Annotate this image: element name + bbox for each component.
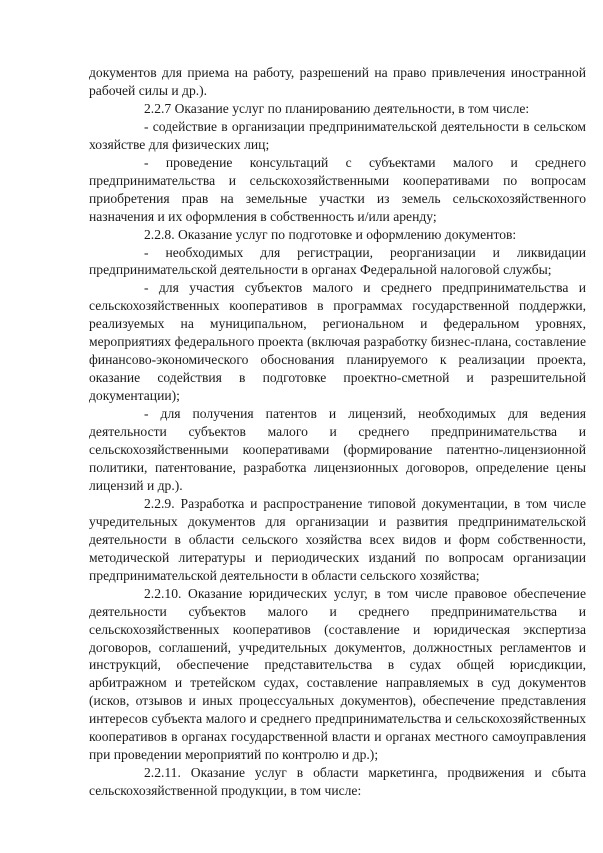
list-item: - необходимых для регистрации, реорганизации и ликвидации предпринимательской деятельности в органах Федеральной налоговой службы; bbox=[89, 244, 586, 278]
list-item: - для участия субъектов малого и среднего предпринимательства и сельскохозяйственных кооперативов в программах государственной поддержки, реализуемых на муниципальном, региональном и федеральном уровнях, мероприятиях федерального проекта (включая разработку бизнес-плана, составление финансово-экономического обоснования планируемого к реализации проекта, оказание содействия в подготовке проектно-сметной и разрешительной документации); bbox=[89, 280, 586, 404]
section-2-2-11-paragraph: 2.2.11. Оказание услуг в области маркетинга, продвижения и сбыта сельскохозяйственной продукции, в том числе: bbox=[89, 765, 586, 799]
section-2-2-7-heading: 2.2.7 Оказание услуг по планированию деятельности, в том числе: bbox=[144, 100, 530, 116]
section-2-2-8-heading: 2.2.8. Оказание услуг по подготовке и оформлению документов: bbox=[144, 226, 517, 242]
list-item: - для получения патентов и лицензий, необходимых для ведения деятельности субъектов малого и среднего предпринимательства и сельскохозяйственными кооперативами (формирование патентно-лицензионной политики, патентование, разработка лицензионных договоров, определение цены лицензий и др.). bbox=[89, 406, 586, 493]
section-2-2-10-paragraph: 2.2.10. Оказание юридических услуг, в том числе правовое обеспечение деятельности субъектов малого и среднего предпринимательства и сельскохозяйственных кооперативов (составление и юридическая экспертиза договоров, соглашений, учредительных документов, должностных регламентов и инструкций, обеспечение представительства в судах общей юрисдикции, арбитражном и третейском судах, составление направляемых в суд документов (исков, отзывов и иных процессуальных документов), обеспечение представления интересов субъекта малого и среднего предпринимательства и сельскохозяйственных кооперативов в органах государственной власти и органах местного самоуправления при проведении мероприятий по контролю и др.); bbox=[89, 585, 586, 763]
section-2-2-9-paragraph: 2.2.9. Разработка и распространение типовой документации, в том числе учредительных документов для организации и развития предпринимательской деятельности в области сельского хозяйства всех видов и форм собственности, методической литературы и периодических изданий по вопросам организации предпринимательской деятельности в области сельского хозяйства; bbox=[89, 495, 586, 583]
list-item: - содействие в организации предпринимательской деятельности в сельском хозяйстве для физических лиц; bbox=[89, 118, 586, 152]
document-page bbox=[89, 64, 586, 800]
paragraph-continuation: документов для приема на работу, разрешений на право привлечения иностранной рабочей силы и др.). bbox=[89, 65, 586, 98]
list-item: - проведение консультаций с субъектами малого и среднего предпринимательства и сельскохозяйственными кооперативами по вопросам приобретения прав на земельные участки из земель сельскохозяйственного назначения и их оформления в собственность и/или аренду; bbox=[89, 154, 586, 224]
